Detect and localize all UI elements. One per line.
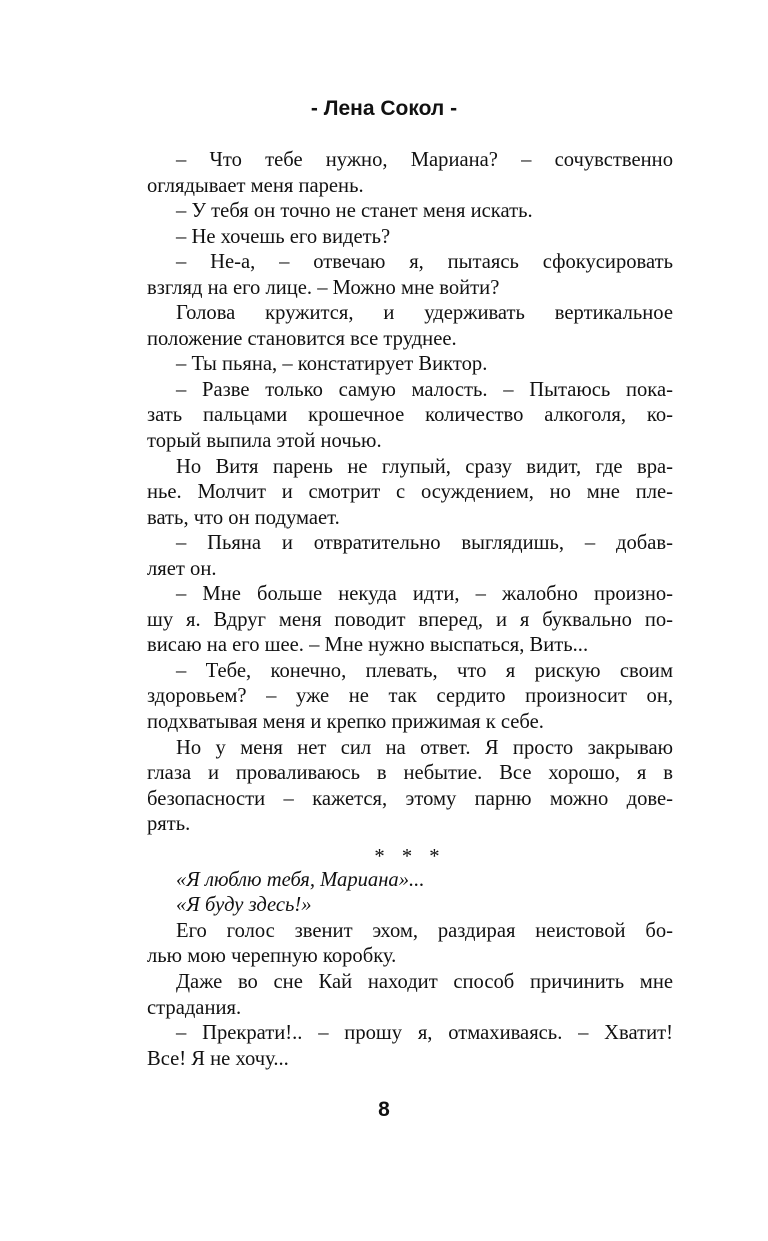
paragraph [147,455,673,532]
paragraph [147,659,673,736]
text-line: Голова кружится, и удерживать вертикальное [176,302,673,325]
paragraph [147,148,673,199]
text-line: Но Витя парень не глупый, сразу видит, где вра- [176,455,673,478]
text-line: Все! Я не хочу... [147,1047,289,1070]
text-line: – Не-а, – отвечаю я, пытаясь сфокусировать [176,251,673,274]
paragraph [147,531,673,582]
text-line: нье. Молчит и смотрит с осуждением, но мне пле- [147,481,673,504]
text-line: – Не хочешь его видеть? [176,225,391,248]
text-line: – Мне больше некуда идти, – жалобно произно- [176,583,673,606]
text-line: рять. [147,813,191,836]
paragraph [147,378,673,455]
text-line: взгляд на его лице. – Можно мне войти? [147,276,500,299]
paragraph [147,970,673,1021]
text-line: лью мою черепную коробку. [147,945,397,968]
paragraph [147,301,673,352]
text-line: глаза и проваливаюсь в небытие. Все хорошо, я в [147,762,673,785]
text-line: – Что тебе нужно, Мариана? – сочувственно [176,149,673,171]
text-line: – У тебя он точно не станет меня искать. [176,200,533,223]
text-line: торый выпила этой ночью. [147,430,382,453]
paragraph [147,736,673,838]
paragraph [147,250,673,301]
running-header: - Лена Сокол - [310,97,458,120]
text-line: Даже во сне Кай находит способ причинить мне [176,970,673,993]
italic-paragraph [147,893,673,919]
paragraph [147,1021,673,1072]
page-number: 8 [378,1098,390,1121]
text-line: Его голос звенит эхом, раздирая неистовой бо- [176,919,673,942]
text-line: – Тебе, конечно, плевать, что я рискую своим [176,659,673,682]
text-line: – Прекрати!.. – прошу я, отмахиваясь. – Хватит! [176,1022,673,1045]
text-line: безопасности – кажется, этому парню можно дове- [147,787,673,810]
paragraph [147,199,673,225]
section-separator: * * * [374,845,446,868]
text-line: Но у меня нет сил на ответ. Я просто закрываю [176,736,673,759]
text-line: положение становится все труднее. [147,327,457,350]
text-line: шу я. Вдруг меня поводит вперед, и я буквально по- [147,608,673,631]
paragraph [147,225,673,251]
text-line: ляет он. [147,557,217,580]
text-line: «Я буду здесь!» [176,894,312,917]
text-line: – Ты пьяна, – констатирует Виктор. [176,353,488,376]
text-line: оглядывает меня парень. [147,174,364,197]
paragraph [147,919,673,970]
text-line: зать пальцами крошечное количество алкоголя, ко- [147,404,673,427]
paragraph [147,352,673,378]
text-line: висаю на его шее. – Мне нужно выспаться, Вить... [147,634,589,657]
text-line: – Пьяна и отвратительно выглядишь, – добав- [176,532,673,555]
text-line: здоровьем? – уже не так сердито произносит он, [147,685,673,708]
text-line: страдания. [147,996,242,1019]
text-line: – Разве только самую малость. – Пытаюсь пока- [176,378,673,401]
italic-paragraph [147,868,673,894]
paragraph [147,582,673,659]
text-line: подхватывая меня и крепко прижимая к себе. [147,711,544,734]
text-line: вать, что он подумает. [147,506,340,529]
text-line: «Я люблю тебя, Мариана»... [176,868,425,891]
body-text [147,148,673,1072]
